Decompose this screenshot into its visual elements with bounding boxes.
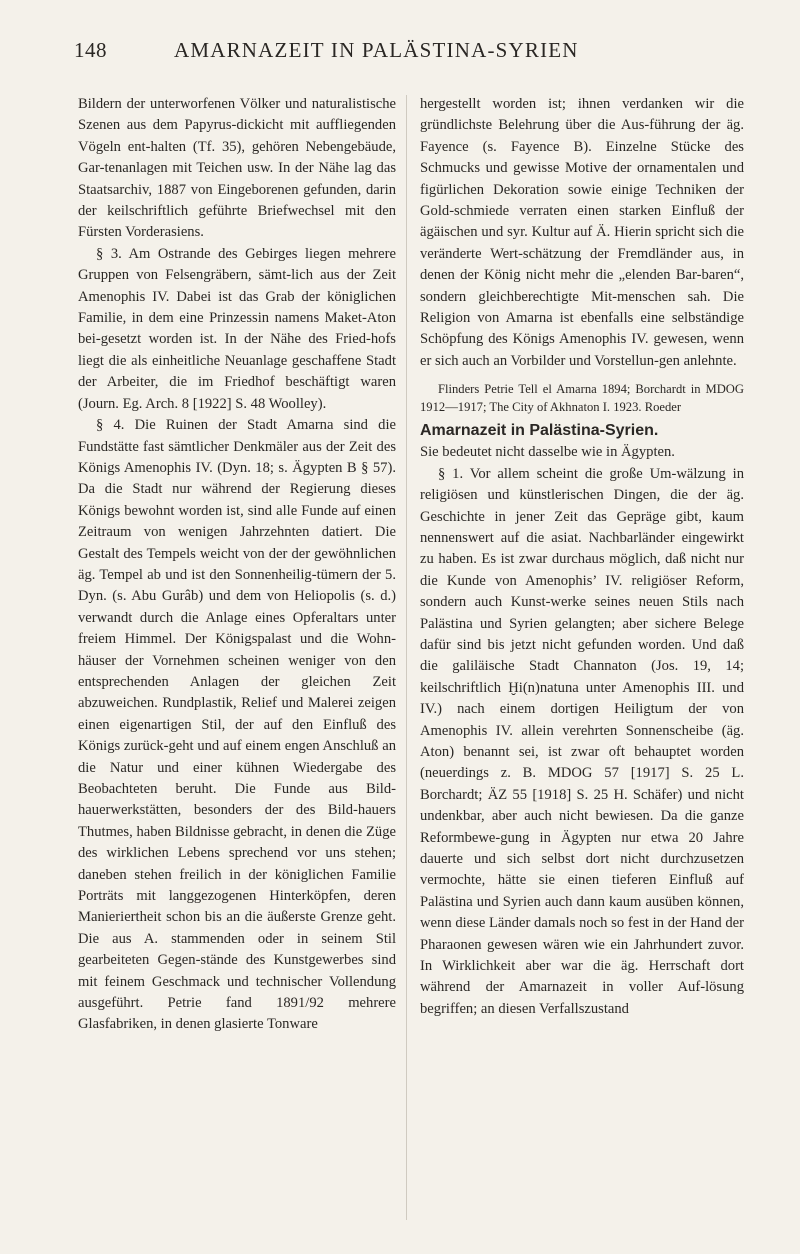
right-column <box>420 94 744 1020</box>
paragraph-continuation-right: hergestellt worden ist; ihnen verdanken wir die gründlichste Belehrung über die Aus-führung der äg. Fayence (s. Fayence B). Einzelne Stücke des Schmucks und gewisse Motive der ornamentalen und figürlichen Dekoration sowie einige Techniken der Gold-schmiede verraten einen starken Einfluß der ägäischen und syr. Kultur auf Ä. Hierin spricht sich die veränderte Wert-schätzung der Fremdländer aus, in denen der König nicht mehr die „elenden Bar-baren“, sondern gleichberechtigte Mit-menschen sah. Die Religion von Amarna ist ebenfalls eine selbständige Schöpfung des Königs Amenophis IV. gewesen, wenn er sich auch an Vorbilder und Vorstellun-gen anlehnte. <box>420 96 744 369</box>
article-intro: Sie bedeutet nicht dasselbe wie in Ägypten. <box>420 444 675 461</box>
article-heading: Amarnazeit in Palästina-Syrien. <box>420 422 659 440</box>
paragraph-section-3: § 3. Am Ostrande des Gebirges liegen mehrere Gruppen von Felsengräbern, sämt-lich aus der Zeit Amenophis IV. Dabei ist das Grab der königlichen Familie, in dem eine Prinzessin namens Maket-Aton bei-gesetzt worden ist. In der Nähe des Fried-hofs liegt die als einheitliche Neuanlage geschaffene Stadt der Arbeiter, die im Friedhof beschäftigt waren (Journ. Eg. Arch. 8 [1922] S. 48 Woolley). <box>78 245 396 412</box>
paragraph-continuation: Bildern der unterworfenen Völker und naturalistische Szenen aus dem Papyrus-dickicht mit auffliegenden Vögeln ent-halten (Tf. 35), gehören Nebengebäude, Gar-tenanlagen mit Teichen usw. In der Nähe lag das Staatsarchiv, 1887 von Eingeborenen gefunden, darin der keilschriftlich geführte Briefwechsel mit den Fürsten Vorderasiens. <box>78 96 396 241</box>
page-number: 148 <box>74 38 107 62</box>
bibliography: Flinders Petrie Tell el Amarna 1894; Borchardt in MDOG 1912—1917; The City of Akhnaton I. 1923. Roeder <box>420 382 744 415</box>
column-divider <box>406 95 407 1220</box>
paragraph-section-4: § 4. Die Ruinen der Stadt Amarna sind die Fundstätte fast sämtlicher Denkmäler aus der Zeit des Königs Amenophis IV. (Dyn. 18; s. Ägypten B § 57). Da die Stadt nur während der Regierung dieses Königs bewohnt worden ist, sind alle Funde auf einen Zeitraum von wenigen Jahrzehnten datiert. Die Gestalt des Tempels weicht von der der gewöhnlichen äg. Tempel ab und ist den Sonnenheilig-tümern der 5. Dyn. (s. Abu Gurâb) und dem von Heliopolis (s. d.) verwandt durch die Anlage eines Opferaltars unter freiem Himmel. Der Königspalast und die Wohn-häuser der Vornehmen scheinen weniger von den entsprechenden Anlagen der gleichen Zeit abzuweichen. Rundplastik, Relief und Malerei zeigen einen eigenartigen Stil, der auf den Einfluß des Königs zurück-geht und auf einem engen Anschluß an die Natur und einer kühnen Wiedergabe des Beobachteten beruht. Die Funde aus Bild-hauerwerkstätten, besonders der des Bild-hauers Thutmes, haben Bildnisse gebracht, in denen die Züge des wirklichen Lebens sprechend vor uns stehen; daneben stehen freilich in der königlichen Familie Porträts mit langgezogenen Hinterköpfen, deren Manieriertheit schon bis an die äußerste Grenze geht. Die aus A. stammenden oder in seinem Stil gearbeiteten Gegen-stände des Kunstgewerbes sind mit feinem Geschmack und technischer Vollendung ausgeführt. Petrie fand 1891/92 mehrere Glasfabriken, in denen glasierte Tonware <box>78 417 396 1033</box>
left-column <box>78 94 396 1036</box>
paragraph-section-1: § 1. Vor allem scheint die große Um-wälzung in religiösen und künstlerischen Dingen, die der äg. Geschichte in jener Zeit das Gepräge gibt, kaum nennenswert auf die asiat. Nachbarländer eingewirkt zu haben. Es ist zwar durchaus möglich, daß nicht nur die Kunde von Amenophis’ IV. religiöser Reform, sondern auch Kunst-werke seines neuen Stils nach Palästina und Syrien gelangten; aber sichere Belege dafür sind bis jetzt nicht gefunden worden. Und daß die galiläische Stadt Channaton (Jos. 19, 14; keilschriftlich Ḫi(n)natuna unter Amenophis III. und IV.) nach einem dortigen Heiligtum der von Amenophis IV. allein verehrten Sonnenscheibe (äg. Aton) benannt sei, ist zwar oft behauptet worden (neuerdings z. B. MDOG 57 [1917] S. 25 L. Borchardt; ÄZ 55 [1918] S. 25 H. Schäfer) und nicht undenkbar, aber auch nicht bewiesen. Da die ganze Reformbewe-gung in Ägypten nur etwa 20 Jahre dauerte und sich selbst dort nicht durchzusetzen vermochte, hätte sie einen tieferen Einfluß auf Palästina und Syrien auch dann kaum ausüben können, wenn diese Länder damals noch so fest in der Hand der Pharaonen gewesen wären wie ein Jahrhundert zuvor. In Wirklichkeit aber war die äg. Herrschaft dort während der Amarnazeit in voller Auf-lösung begriffen; an diesen Verfallszustand <box>420 465 744 1017</box>
page-header <box>74 38 744 68</box>
running-head: AMARNAZEIT IN PALÄSTINA-SYRIEN <box>174 38 579 62</box>
